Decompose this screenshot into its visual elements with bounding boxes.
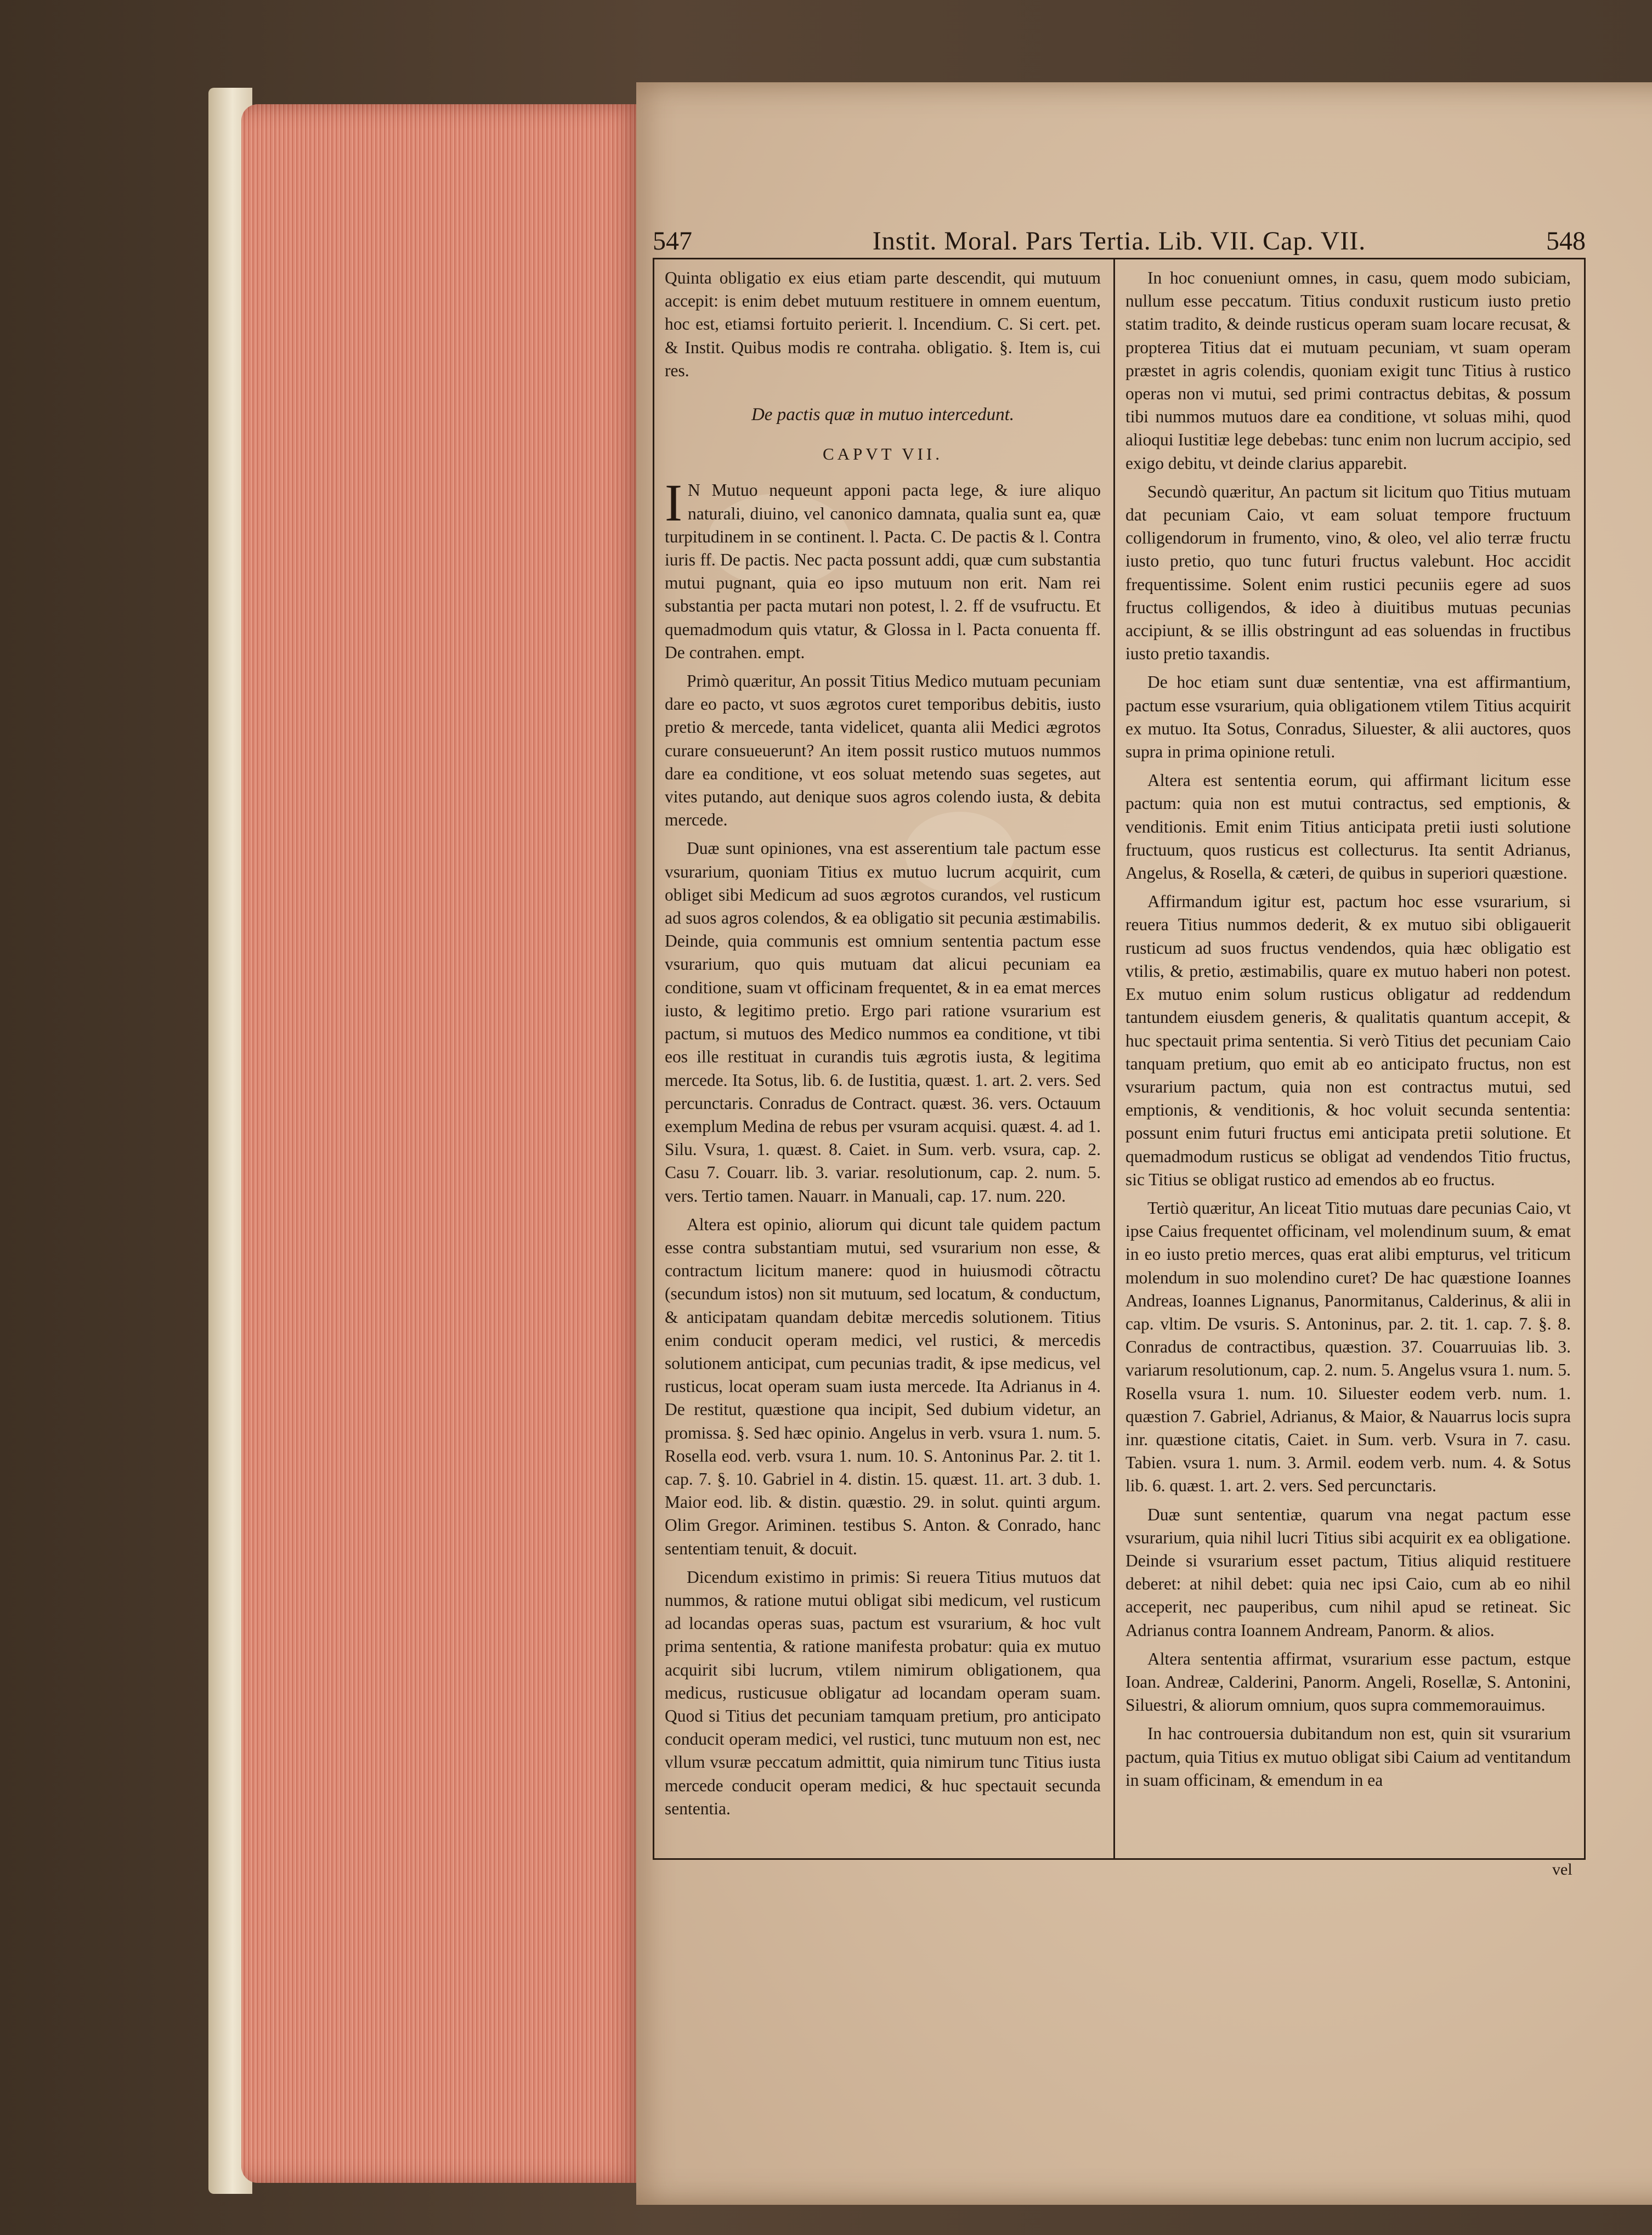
page-number-left: 547 — [653, 227, 692, 256]
running-title: Instit. Moral. Pars Tertia. Lib. VII. Cap. VII. — [872, 227, 1366, 256]
paragraph: Altera est opinio, aliorum qui dicunt tale quidem pactum esse contra substantiam mutui, sed vsurarium non esse, & contractum licitum manere: quod in huiusmodi cõtractu (secundum istos) non sit mutuum, sed locatum, & conductum, & anticipatam quandam debitæ mercedis solutionem. Titius enim conducit operam medici, vel rustici, & mercedis solutionem anticipat, cum pecunias tradit, & ipse medicus, vel rusticus, locat operam suam iusta mercede. Ita Adrianus in 4. De restitut, quæstione qua incipit, Sed dubium videtur, an promissa. §. Sed hæc opinio. Angelus in verb. vsura 1. num. 5. Rosella eod. verb. vsura 1. num. 10. S. Antoninus Par. 2. tit 1. cap. 7. §. 10. Gabriel in 4. distin. 15. quæst. 11. art. 3 dub. 1. Maior eod. lib. & distin. quæstio. 29. in solut. quinti argum. Olim Gregor. Ariminen. testibus S. Anton. & Conrado, hanc sententiam tenuit, & docuit. — [665, 1214, 1101, 1558]
catchword: vel — [1552, 1860, 1572, 1878]
paragraph: Secundò quæritur, An pactum sit licitum quo Titius mutuam dat pecuniam Caio, vt eam soluat tempore fructuum colligendorum in frumento, vino, & oleo, vel alio terræ fructu iusto pretio, quo tunc futuri fructus valebunt. Hoc accidit frequentissime. Solent enim rustici pecuniis egere ad suos fructus colligendos, & ideo à diuitibus mutuas pecunias accipiunt, & se illis obstringunt ad eas soluendas in fructibus iusto pretio taxandis. — [1125, 482, 1571, 664]
paragraph: Affirmandum igitur est, pactum hoc esse vsurarium, si reuera Titius nummos dederit, & ex mutuo sibi obligauerit rusticum ad suos fructus vendendos, quia hæc obligatio est vtilis, & pretio, æstimabilis, quare ex mutuo haberi non potest. Ex mutuo enim solum rusticus obligatur ad reddendum tantundem eiusdem generis, & qualitatis quantum accepit, & huc spectauit prima sententia. Si verò Titius det pecuniam Caio tanquam pretium, quo emit ab eo anticipato fructus, non est vsurarium pactum, quia non est contractus mutui, sed emptionis, & venditionis, & hoc voluit secunda sententia: possunt enim futuri fructus emi anticipata pretii solutione. Et quemadmodum rusticus se obligat ad vendendos Titio fructus, sic Titius se obligat rustico ad emendos ab eo fructus. — [1125, 892, 1571, 1189]
paragraph-with-dropcap — [665, 473, 1101, 664]
paragraph: Tertiò quæritur, An liceat Titio mutuas dare pecunias Caio, vt ipse Caius frequentet officinam, vel molendinum suum, & emat in eo iusto pretio merces, quas erat alibi empturus, vel triticum molendum in suo molendino curet? De hac quæstione Ioannes Andreas, Ioannes Lignanus, Panormitanus, Calderinus, & alii in cap. vltim. De vsuris. S. Antoninus, par. 2. tit. 1. cap. 7. §. 8. Conradus de contractibus, quæstion. 37. Couarruuias lib. 3. variarum resolutionum, cap. 2. num. 5. Angelus vsura 1. num. 5. Rosella vsura 1. num. 10. Siluester eodem verb. num. 1. quæstion 7. Gabriel, Adrianus, & Maior, & Nauarrus locis supra inr. quæstione citatis, Caiet. in Sum. verb. Vsura in 7. casu. Tabien. vsura 1. num. 3. Armil. eodem verb. num. 4. & Sotus lib. 6. quæst. 1. art. 2. vers. Sed percunctaris. — [1125, 1198, 1571, 1496]
paragraph: Duæ sunt opiniones, vna est asserentium tale pactum esse vsurarium, quoniam Titius ex mutuo lucrum acquirit, cum obliget sibi Medicum ad suos ægrotos curandos, vel rusticum ad suos agros colendos, & ea obligatio sit pecunia æstimabilis. Deinde, quia communis est omnium sententia pactum esse vsurarium, quo quis mutuam dat alicui pecuniam ea conditione, suam vt officinam frequentet, & in ea emat merces iusto, & legitimo pretio. Ergo pari ratione vsurarium est pactum, si mutuos des Medico nummos ea conditione, vt tibi eos ille restituat in curandis tuis ægrotis iusta, & legitima mercede. Ita Sotus, lib. 6. de Iustitia, quæst. 1. art. 2. vers. Sed percunctaris. Conradus de Contract. quæst. 36. vers. Octauum exemplum Medina de rebus per vsuram acquisi. quæst. 4. ad 1. Silu. Vsura, 1. quæst. 8. Caiet. in Sum. verb. vsura, cap. 2. Casu 7. Couarr. lib. 3. variar. resolutionum, cap. 2. num. 5. vers. Tertio tamen. Nauarr. in Manuali, cap. 17. num. 220. — [665, 839, 1101, 1206]
chapter-label: CAPVT VII. — [822, 444, 943, 464]
section-heading: De pactis quæ in mutuo intercedunt. — [751, 405, 1015, 425]
paragraph: Quinta obligatio ex eius etiam parte descendit, qui mutuum accepit: is enim debet mutuum restituere in omnem euentum, hoc est, etiamsi fortuito perierit. l. Incendium. C. Si cert. pet. & Instit. Quibus modis re contraha. obligatio. §. Item is, cui res. — [665, 268, 1101, 380]
paragraph-text: N Mutuo nequeunt apponi pacta lege, & iure aliquo naturali, diuino, vel canonico damnata, qualia sunt ea, quæ turpitudinem in se continent. l. Pacta. C. De pactis & l. Contra iuris ff. De pactis. Nec pacta possunt addi, quæ cum substantia mutui pugnant, quia eo ipso mutuum non erit. Nam rei substantia per pacta mutari non potest, l. 2. ff de vsufructu. Et quemadmodum quis vtatur, & Glossa in l. Pacta conuenta ff. De contrahen. empt. — [665, 480, 1101, 662]
paragraph: Altera sententia affirmat, vsurarium esse pactum, estque Ioan. Andreæ, Calderini, Panorm. Angeli, Rosellæ, S. Antonini, Siluestri, & aliorum omnium, quos supra commemorauimus. — [1125, 1649, 1571, 1715]
paragraph: Altera est sententia eorum, qui affirmant licitum esse pactum: quia non est mutui contractus, sed emptionis, & venditionis. Emit enim Titius anticipata pretii iusti solutione fructuum, quos rusticus est collecturus. Ita sentit Adrianus, Angelus, & Rosella, & cæteri, de quibus in superiori quæstione. — [1125, 771, 1571, 883]
paragraph: Primò quæritur, An possit Titius Medico mutuam pecuniam dare eo pacto, vt suos ægrotos curet temporibus debitis, iusto pretio & mercede, tanta videlicet, quanta alii Medici ægrotos curare consueuerunt? An item possit rustico mutuos nummos dare ea conditione, vt eos soluat metendo suas segetes, aut vites putando, aut denique suos agros colendo iusta, & debita mercede. — [665, 671, 1101, 830]
column-separator — [1113, 258, 1115, 1858]
right-column — [1125, 267, 1571, 1797]
red-page-edges — [241, 104, 647, 2183]
paragraph: Dicendum existimo in primis: Si reuera Titius mutuos dat nummos, & ratione mutui obligat sibi medicum, vel rusticum ad locandas operas suas, pactum est vsurarium, & hoc vult prima sententia, & ratione manifesta probatur: quia ex mutuo acquirit sibi lucrum, vtilem nimirum obligationem, qua medicus, rusticusue obligatur ad locandam operam suam. Quod si Titius det pecuniam tamquam pretium, pro anticipato conducit operam medici, vel rustici, tunc mutuum non est, nec vllum vsuræ peccatum admittit, quia nimirum tunc Titius iusta mercede conducit operam medici, & huc spectauit secunda sententia. — [665, 1567, 1101, 1818]
running-header — [653, 225, 1586, 258]
page-number-right: 548 — [1546, 227, 1586, 256]
drop-cap: I — [665, 473, 682, 533]
left-column — [665, 267, 1101, 1826]
paragraph: In hac controuersia dubitandum non est, quin sit vsurarium pactum, quia Titius ex mutuo obligat sibi Caium ad ventitandum in suam officinam, & emendum in ea — [1125, 1724, 1571, 1790]
paragraph: In hoc conueniunt omnes, in casu, quem modo subiciam, nullum esse peccatum. Titius conduxit rusticum iusto pretio statim tradito, & deinde rusticus operam suam locare recusat, & propterea Titius dat ei mutuam pecuniam, vt suam operam præstet in agris colendis, quoniam exigit tunc Titius à rustico operas non vi mutui, sed primi contractus debitas, & possum tibi nummos mutuos dare ea conditione, vt soluas mihi, quod alioqui Iustitiæ lege debebas: tunc enim non lucrum accipio, sed exigo debitu, vt deinde clarius apparebit. — [1125, 268, 1571, 473]
paragraph: De hoc etiam sunt duæ sententiæ, vna est affirmantium, pactum esse vsurarium, quia obligationem vtilem Titius acquirit ex mutuo. Ita Sotus, Conradus, Siluester, & alii auctores, quos supra in prima opinione retuli. — [1125, 672, 1571, 762]
paragraph: Duæ sunt sententiæ, quarum vna negat pactum esse vsurarium, quia nihil lucri Titius sibi acquirit ex ea obligatione. Deinde si vsurarium esset pactum, Titius aliquid restituere deberet: at nihil debet: quia nec ipsi Caio, cum ab eo nihil acceperit, nec pauperibus, cum nihil apud se retineat. Sic Adrianus contra Ioannem Andream, Panorm. & alios. — [1125, 1504, 1571, 1640]
